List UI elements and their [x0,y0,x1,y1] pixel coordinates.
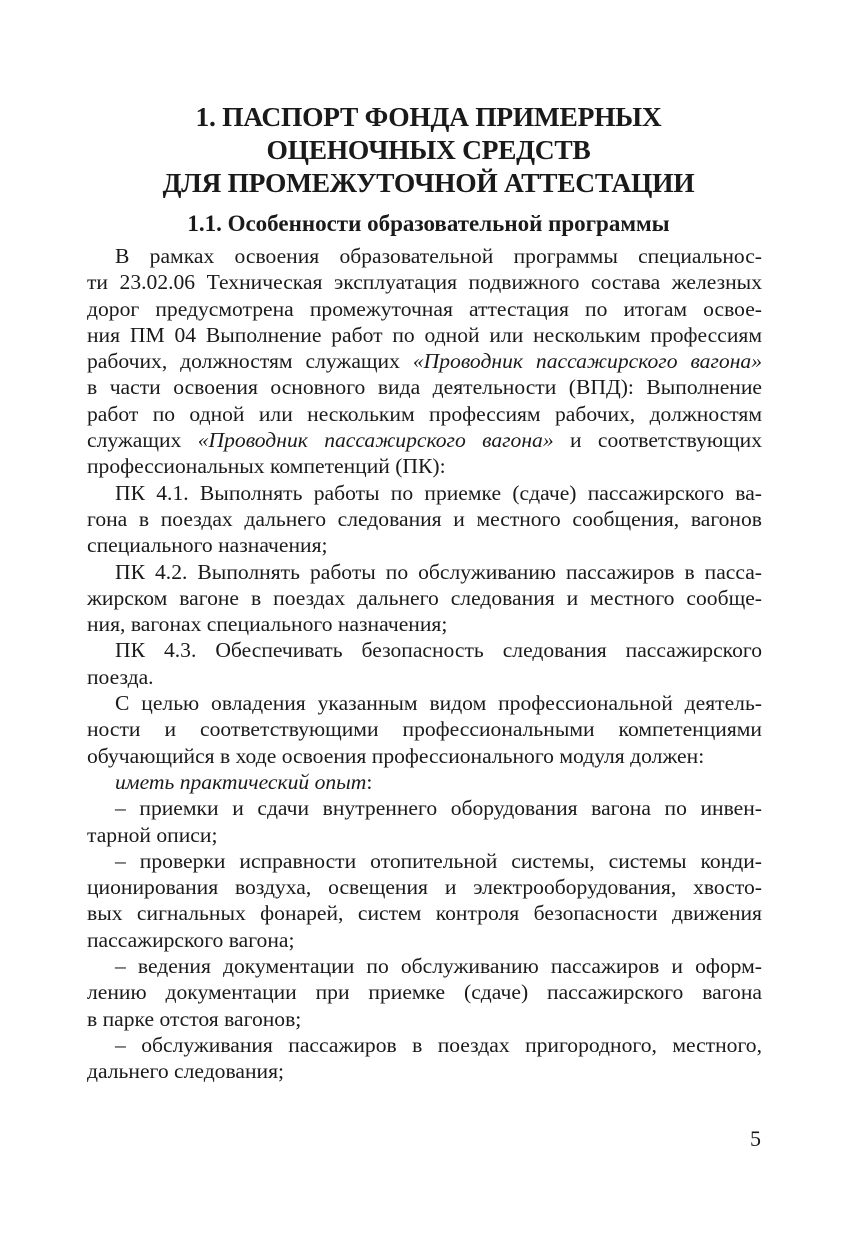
text-line [87,743,762,769]
paragraph [87,848,762,953]
italic-text: «Проводник пассажирского вагона» [197,428,554,453]
text-line [87,585,762,611]
text-segment: в части освоения основного вида деятельности (ВПД): Выполнение [87,375,762,400]
text-segment: поезда. [87,664,154,689]
text-segment: С целью овладения указанным видом профессиональной деятель- [115,691,762,716]
text-line [87,1006,762,1032]
text-segment: служащих [87,428,198,453]
paragraph [87,1032,762,1085]
text-segment: обучающийся в ходе освоения профессионального модуля должен: [87,743,705,768]
text-line [87,848,762,874]
text-line [87,480,762,506]
text-segment: и соответствующих [553,428,762,453]
text-segment: – проверки исправности отопительной системы, системы конди- [115,848,762,873]
text-segment: ционирования воздуха, освещения и электрооборудования, хвосто- [87,875,762,900]
text-line [87,637,762,663]
text-line [87,953,762,979]
page-number: 5 [750,1126,761,1151]
text-segment: в парке отстоя вагонов; [87,1006,302,1031]
chapter-title-line: 1. ПАСПОРТ ФОНДА ПРИМЕРНЫХ [195,101,662,132]
text-segment: тарной описи; [87,822,218,847]
paragraph [87,769,762,795]
text-segment: дальнего следования; [87,1059,285,1084]
text-segment: – приемки и сдачи внутреннего оборудования вагона по инвен- [115,796,762,821]
text-segment: специального назначения; [87,533,328,558]
chapter-title-line: ДЛЯ ПРОМЕЖУТОЧНОЙ АТТЕСТАЦИИ [162,167,695,198]
text-line [87,559,762,585]
italic-text: иметь практический опыт [115,769,367,794]
paragraph [87,559,762,638]
text-line [87,611,762,637]
text-line [87,401,762,427]
text-segment: ПК 4.3. Обеспечивать безопасность следования пассажирского [115,638,762,663]
text-segment: – обслуживания пассажиров в поездах пригородного, местного, [115,1032,762,1057]
text-line [87,532,762,558]
text-segment: ния, вагонах специального назначения; [87,612,448,637]
text-line [87,822,762,848]
text-segment: – ведения документации по обслуживанию пассажиров и оформ- [115,954,762,979]
text-segment: дорог предусмотрена промежуточная аттестация по итогам освое- [87,296,762,321]
italic-text: «Проводник пассажирского вагона» [412,349,762,374]
chapter-title [0,100,857,199]
text-segment: рабочих, должностям служащих [87,349,413,374]
text-line [87,690,762,716]
text-segment: ПК 4.1. Выполнять работы по приемке (сдаче) пассажирского ва- [115,480,762,505]
text-line [87,269,762,295]
text-segment: В рамках освоения образовательной программы специальнос- [115,244,762,268]
text-line [87,506,762,532]
paragraph [87,953,762,1032]
text-segment: профессиональных компетенций (ПК): [87,454,446,479]
paragraph [87,690,762,769]
text-line [87,453,762,479]
text-line [87,1032,762,1058]
text-segment: работ по одной или нескольким профессиям рабочих, должностям [87,401,762,426]
text-line [87,874,762,900]
chapter-title-line: ОЦЕНОЧНЫХ СРЕДСТВ [266,134,591,165]
text-segment: лению документации при приемке (сдаче) пассажирского вагона [87,980,762,1005]
text-line [87,927,762,953]
text-segment: ности и соответствующими профессиональными компетенциями [87,717,762,742]
text-segment: ПК 4.2. Выполнять работы по обслуживанию пассажиров в пасса- [115,559,762,584]
paragraph [87,795,762,848]
text-line [87,795,762,821]
text-segment: ти 23.02.06 Техническая эксплуатация подвижного состава железных [87,270,762,295]
text-line [87,900,762,926]
text-line [87,716,762,742]
text-line [87,348,762,374]
paragraph [87,243,762,480]
text-line [87,243,762,269]
text-segment: жирском вагоне в поездах дальнего следования и местного сообще- [87,585,762,610]
text-segment: вых сигнальных фонарей, систем контроля безопасности движения [87,901,762,926]
body-text [87,243,762,1085]
paragraph [87,480,762,559]
text-segment: ния ПМ 04 Выполнение работ по одной или нескольким профессиям [87,322,762,347]
text-line [87,427,762,453]
text-segment: гона в поездах дальнего следования и местного сообщения, вагонов [87,506,762,531]
text-line [87,769,762,795]
text-segment: пассажирского вагона; [87,927,295,952]
text-line [87,374,762,400]
text-line [87,664,762,690]
paragraph [87,637,762,690]
text-line [87,979,762,1005]
text-segment: : [366,769,373,794]
text-line [87,296,762,322]
text-line [87,1058,762,1084]
section-heading: 1.1. Особенности образовательной программы [187,211,670,236]
text-line [87,322,762,348]
